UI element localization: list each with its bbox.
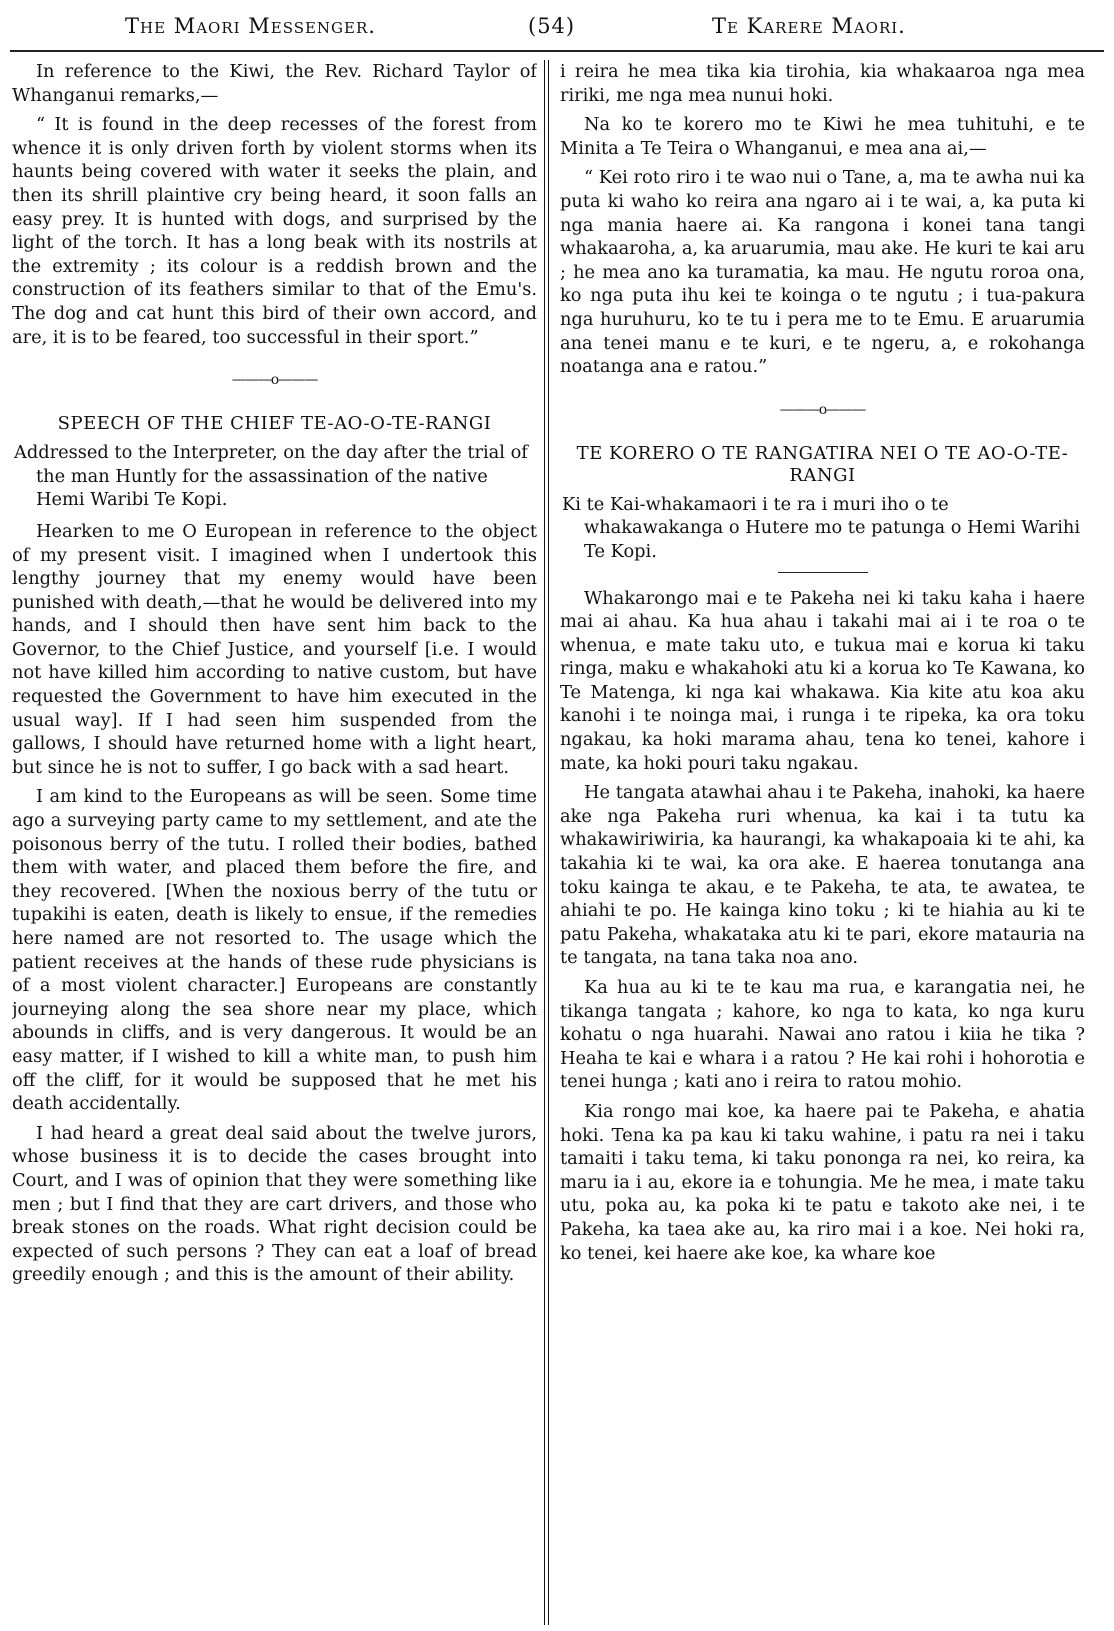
kiwi-intro-en: In reference to the Kiwi, the Rev. Richard Taylor of Whanganui remarks,— (12, 61, 537, 106)
maori-column (560, 60, 1085, 1625)
speech-paragraph-mi-2: He tangata atawhai ahau i te Pakeha, inahoki, ka haere ake nga Pakeha ruri whenua, ka kai i ta tutu ka whakawiriwiria, ka haurangi, ka whakapoaia ki te ahi, ka takahia ki te wai, ka ora ake. E haerea tonutanga ana toku kainga te akau, e te Pakeha, te ata, te awatea, te ahiahi te po. He kainga kino toku ; ki te hiahia au ki te patu Pakeha, whakataka atu ki te pari, ekore matauria na te tangata, na tana taka noa ano. (560, 782, 1085, 969)
kiwi-quote-en: “ It is found in the deep recesses of the forest from whence it is only driven forth by violent storms when its haunts being covered with water it seeks the plain, and then its shrill plaintive cry being heard, it soon falls an easy prey. It is hunted with dogs, and surprised by the light of the torch. It has a long beak with its nostrils at the extremity ; its colour is a reddish brown and the construction of its feathers similar to that of the Emu's. The dog and cat hunt this bird of their own accord, and are, it is to be feared, too successful in their sport.” (12, 114, 537, 348)
speech-paragraph-en-1: Hearken to me O European in reference to the object of my present visit. I imagined when I undertook this lengthy journey that my enemy would have been punished with death,—that he would be delivered into my hands, and I should then have sent him back to the Governor, to the Chief Justice, and yourself [i.e. I would not have killed him according to native custom, but have requested the Government to have him executed in the usual way]. If I had seen him suspended from the gallows, I should have returned home with a light heart, but since he is not to suffer, I go back with a sad heart. (12, 520, 537, 778)
short-rule (778, 572, 868, 573)
section-separator: ———o——— (779, 401, 866, 418)
kiwi-intro-mi: Na ko te korero mo te Kiwi he mea tuhituhi, e te Minita a Te Teira o Whanganui, e mea ana ai,— (560, 114, 1085, 159)
english-masthead: The Maori Messenger. (125, 14, 376, 38)
speech-paragraph-mi-4: Kia rongo mai koe, ka haere pai te Pakeha, e ahatia hoki. Tena ka pa kau ki taku wahine, i patu ra nei i taku tamaiti i taku tema, ki taku pononga ra nei, ko reira, ka maru ia i au, ekore ia e tohungia. Me he mea, i mate taku utu, poka au, ka poka ki te patu e takoto ake nei, i te Pakeha, ka taea ake au, ka riro mai i a koe. Nei hoki ra, ko tenei, kei haere ake koe, ka whare koe (560, 1100, 1085, 1264)
maori-masthead: Te Karere Maori. (712, 14, 906, 38)
speech-heading-mi: TE KORERO O TE RANGATIRA NEI O TE AO-O-TE-RANGI (576, 442, 1069, 486)
section-separator: ———o——— (231, 372, 318, 389)
page-header (0, 0, 1114, 50)
column-divider (544, 60, 549, 1625)
speech-paragraph-mi-3: Ka hua au ki te te kau ma rua, e karangatia nei, he tikanga tangata ; kahore, ko nga to kata, ko nga kuru kohatu o nga huarahi. Nawai ano ratou i kiia he tika ? Heaha te kai e whara i a ratou ? He kai rohi i hohorotia e tenei hunga ; kati ano i reira to ratou mohio. (560, 977, 1085, 1093)
kiwi-continuation-mi: i reira he mea tika kia tirohia, kia whakaaroa nga mea ririki, me nga mea nunui hoki. (560, 61, 1085, 106)
header-rule (10, 50, 1104, 52)
kiwi-quote-mi: “ Kei roto riro i te wao nui o Tane, a, ma te awha nui ka puta ki waho ko reira ana ngaro ai i te wai, a, ka puta ki nga mania haere ai. Ka rangona i konei tana tangi whakaaroha, a, ka aruarumia, mau ake. He kuri te kai aru ; he mea ano ka turamatia, ka mau. He ngutu roroa ona, ko nga puta ihu kei te koinga o te ngutu ; i tua-pakura nga huruhuru, ko te tu i pera me to te Emu. E aruarumia ana tenei manu e te kuri, e te ngeru, a, e rokohanga noatanga ana e ratou.” (560, 167, 1085, 378)
english-column (12, 60, 537, 1625)
speech-subheading-mi: Ki te Kai-whakamaori i te ra i muri iho o te whakawakanga o Hutere mo te patunga o Hemi Warihi Te Kopi. (562, 493, 1081, 562)
speech-paragraph-en-3: I had heard a great deal said about the twelve jurors, whose business it is to decide the cases brought into Court, and I was of opinion that they were something like men ; but I find that they are cart drivers, and those who break stones on the roads. What right decision could be expected of such persons ? They can eat a loaf of bread greedily enough ; and this is the amount of their ability. (12, 1122, 537, 1286)
page-number: (54) (528, 14, 576, 38)
speech-subheading-en: Addressed to the Interpreter, on the day after the trial of the man Huntly for the assassination of the native Hemi Waribi Te Kopi. (14, 442, 528, 511)
speech-paragraph-mi-1: Whakarongo mai e te Pakeha nei ki taku kaha i haere mai ai ahau. Ka hua ahau i takahi mai ai i te roa o te whenua, e mate taku uto, e tukua mai e korua ki taku ringa, maku e whakahoki atu ki a korua ko Te Kawana, ko Te Matenga, ki nga kai whakawa. Kia kite atu koa aku kanohi i te noinga mai, i runga i te ripeka, ka ora toku ngakau, ka hoki marama ahau, tena ko tenei, kahore i mate, ka hoki pouri taku ngakau. (560, 587, 1085, 774)
speech-paragraph-en-2: I am kind to the Europeans as will be seen. Some time ago a surveying party came to my settlement, and ate the poisonous berry of the tutu. I rolled their bodies, bathed them with water, and placed them before the fire, and they recovered. [When the noxious berry of the tutu or tupakihi is eaten, death is likely to ensue, if the remedies here named are not resorted to. The usage which the patient receives at the hands of these rude physicians is of a most violent character.] Europeans are constantly journeying along the sea shore near my place, which abounds in cliffs, and is very dangerous. It would be an easy matter, if I wished to kill a white man, to push him off the cliff, for it would be supposed that he met his death accidentally. (12, 786, 537, 1115)
speech-heading-en: SPEECH OF THE CHIEF TE-AO-O-TE-RANGI (57, 413, 492, 435)
